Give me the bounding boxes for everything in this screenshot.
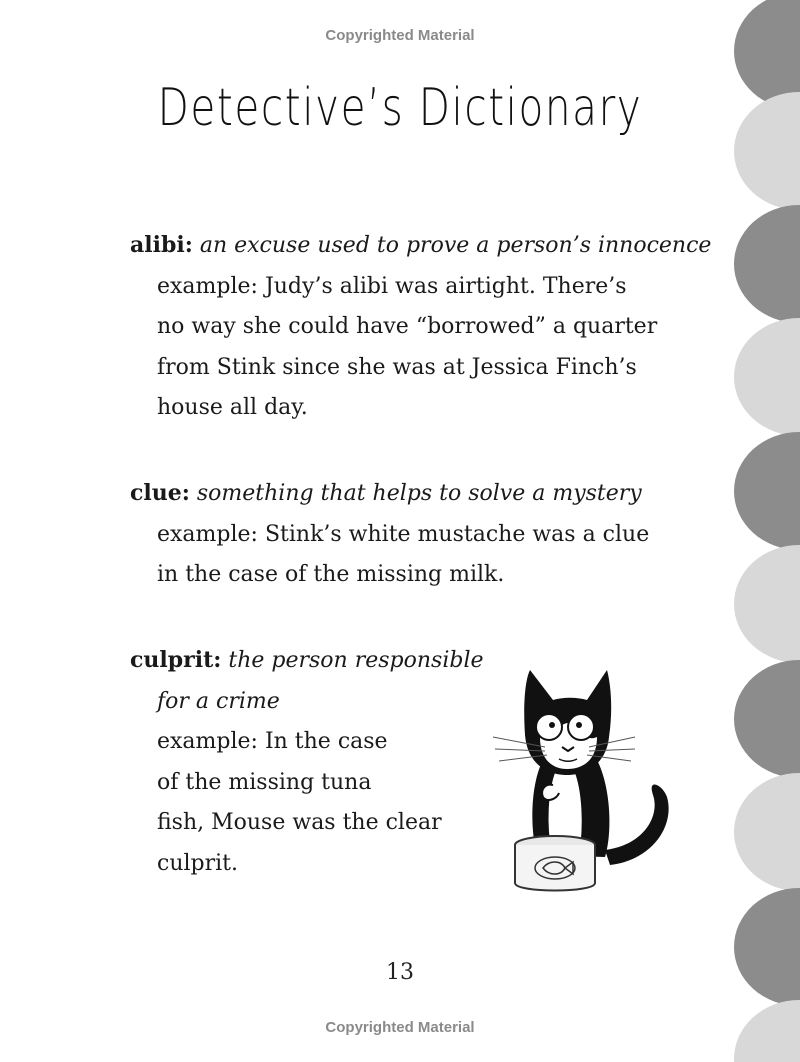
definition-line [130, 640, 484, 682]
dictionary-entry-clue [130, 473, 649, 596]
example-line: fish, Mouse was the clear [157, 810, 442, 835]
definition-line [130, 473, 649, 515]
cat-with-tuna-can-icon [485, 665, 675, 895]
copyright-header: Copyrighted Material [325, 27, 475, 44]
entry-term: clue: [130, 480, 190, 506]
example-line: example: Stink’s white mustache was a clue [157, 521, 650, 547]
example-line: culprit. [157, 850, 238, 876]
index-tab [734, 318, 800, 436]
definition-line [130, 225, 711, 267]
page-title: Detective’s Dictionary [157, 78, 643, 138]
example-line: example: Judy’s alibi was airtight. There’s [157, 273, 627, 299]
index-tab [734, 432, 800, 550]
page-number: 13 [386, 960, 414, 985]
entry-term: culprit: [130, 647, 222, 673]
index-tabs [730, 0, 800, 1062]
entry-definition: the person responsible [228, 648, 484, 673]
entry-definition: something that helps to solve a mystery [196, 481, 642, 506]
index-tab [734, 92, 800, 210]
dictionary-entry-alibi [130, 225, 711, 429]
entry-definition: an excuse used to prove a person’s innocence [199, 233, 712, 258]
index-tab [734, 545, 800, 663]
entry-term: alibi: [130, 232, 193, 258]
copyright-footer: Copyrighted Material [325, 1019, 475, 1036]
index-tab [734, 660, 800, 778]
example-line: house all day. [157, 395, 308, 420]
dictionary-entry-culprit [130, 640, 484, 884]
index-tab [734, 773, 800, 891]
entry-definition-continued: for a crime [157, 688, 280, 714]
example-line: example: In the case [157, 729, 388, 754]
example-line: from Stink since she was at Jessica Finch’s [157, 354, 637, 380]
example-line: of the missing tuna [157, 769, 372, 795]
index-tab [734, 205, 800, 323]
example-line: in the case of the missing milk. [157, 562, 505, 587]
example-line: no way she could have “borrowed” a quarter [157, 314, 658, 339]
index-tab [734, 888, 800, 1006]
